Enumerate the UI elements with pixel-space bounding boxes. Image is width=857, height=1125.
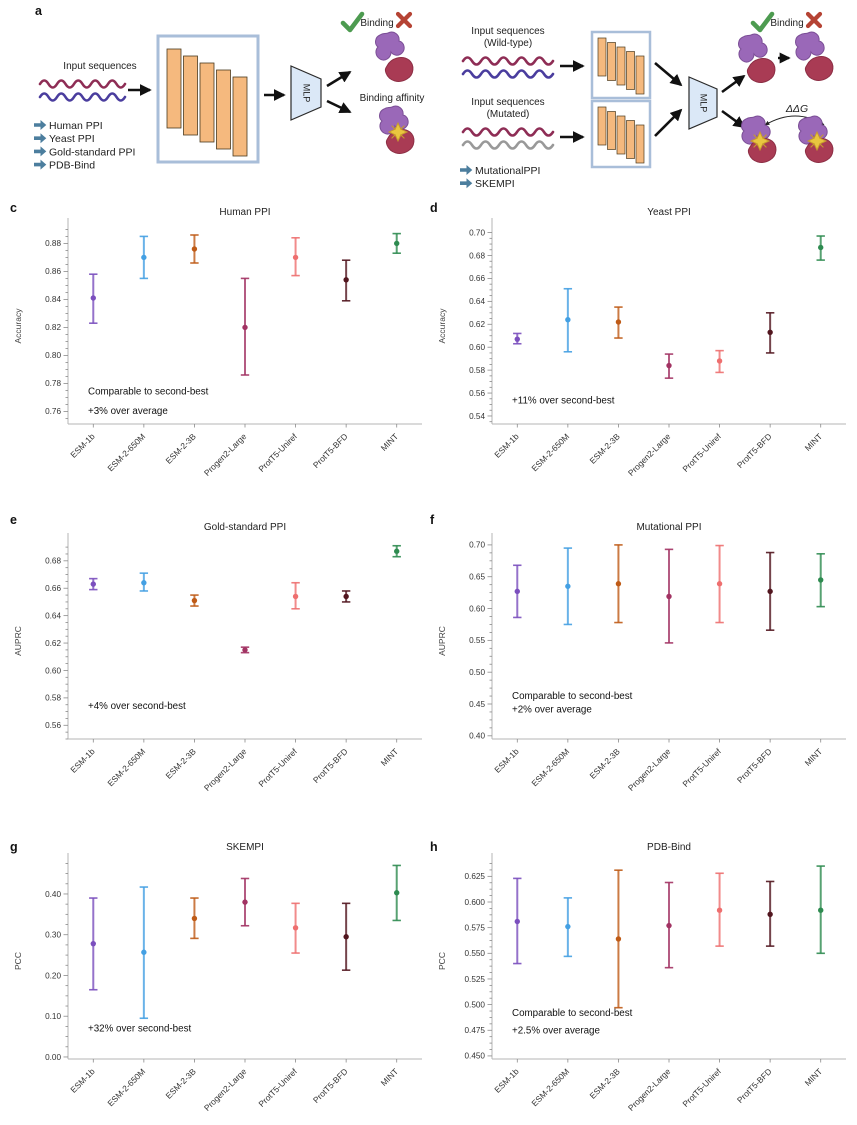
binding-label: Binding xyxy=(360,18,394,29)
data-point xyxy=(565,317,570,322)
chart-title: Mutational PPI xyxy=(636,522,702,533)
x-tick-label: ProtT5-Uniref xyxy=(256,746,299,789)
y-axis-label: Accuracy xyxy=(437,308,447,344)
protein-complex-left xyxy=(742,116,776,162)
errorbar-MINT xyxy=(393,234,401,254)
annotation: +32% over second-best xyxy=(88,1023,192,1035)
data-point xyxy=(818,577,823,582)
y-tick-label: 0.84 xyxy=(45,295,61,305)
y-tick-label: 0.475 xyxy=(464,1026,485,1036)
annotation: Comparable to second-best xyxy=(88,386,209,398)
errorbar-ESM-2-650M xyxy=(140,573,148,591)
x-tick-label: Progen2-Large xyxy=(201,746,249,793)
data-point xyxy=(616,936,621,941)
data-point xyxy=(515,919,520,924)
data-point xyxy=(343,277,348,282)
protein-pair-right xyxy=(796,32,833,80)
y-tick-label: 0.64 xyxy=(45,611,61,621)
list-arrow-icon xyxy=(460,178,472,188)
x-tick-label: ESM-1b xyxy=(492,431,521,460)
input-wildtype-label-line2: (Wild-type) xyxy=(483,38,533,49)
y-tick-label: 0.20 xyxy=(45,971,61,981)
x-tick-label: ProtT5-BFD xyxy=(734,1066,774,1106)
wave-indigo xyxy=(40,94,125,101)
x-tick-label: ESM-2-3B xyxy=(163,746,198,781)
y-tick-label: 0.56 xyxy=(45,721,61,731)
x-tick-label: ProtT5-BFD xyxy=(310,1066,350,1106)
y-tick-label: 0.68 xyxy=(45,556,61,566)
y-tick-label: 0.62 xyxy=(469,320,485,330)
y-tick-label: 0.45 xyxy=(469,699,485,709)
data-point xyxy=(192,598,197,603)
errorbar-ProtT5-BFD xyxy=(342,591,350,602)
errorbar-ProtT5-Uniref xyxy=(715,873,723,946)
errorbar-ESM-2-3B xyxy=(614,870,622,1008)
errorbar-Progen2-Large xyxy=(241,647,249,652)
y-tick-label: 0.78 xyxy=(45,379,61,389)
y-tick-label: 0.30 xyxy=(45,930,61,940)
x-tick-label: MINT xyxy=(378,746,401,768)
data-point xyxy=(91,295,96,300)
encoder-box xyxy=(158,36,258,162)
x-tick-label: Progen2-Large xyxy=(201,431,249,478)
y-tick-label: 0.575 xyxy=(464,923,485,933)
chart-title: Human PPI xyxy=(219,207,271,218)
binding-label: Binding xyxy=(770,18,804,29)
data-point xyxy=(242,899,247,904)
data-point xyxy=(767,912,772,917)
y-tick-label: 0.550 xyxy=(464,949,485,959)
errorbar-Progen2-Large xyxy=(665,882,673,967)
data-point xyxy=(818,908,823,913)
protein-complex xyxy=(380,106,414,153)
list-arrow-icon xyxy=(460,165,472,175)
data-point xyxy=(343,594,348,599)
data-point xyxy=(818,245,823,250)
data-point xyxy=(515,589,520,594)
errorbar-ESM-2-650M xyxy=(140,887,148,1018)
x-tick-label: ProtT5-Uniref xyxy=(256,431,299,474)
data-point xyxy=(666,363,671,368)
errorbar-ESM-1b xyxy=(89,274,97,323)
y-tick-label: 0.55 xyxy=(469,636,485,646)
chart-title: Yeast PPI xyxy=(647,207,691,218)
x-tick-label: Progen2-Large xyxy=(625,746,673,793)
y-axis-label: PCC xyxy=(437,952,447,970)
input-mutated-label-line1: Input sequences xyxy=(471,97,545,108)
list-arrow-icon xyxy=(34,160,46,170)
dataset-item: PDB-Bind xyxy=(49,159,96,172)
errorbar-ProtT5-Uniref xyxy=(291,583,299,609)
y-tick-label: 0.80 xyxy=(45,351,61,361)
y-tick-label: 0.00 xyxy=(45,1052,61,1062)
arrow-encoder1-to-mlp xyxy=(655,63,681,85)
y-tick-label: 0.500 xyxy=(464,1000,485,1010)
y-tick-label: 0.88 xyxy=(45,239,61,249)
x-tick-label: MINT xyxy=(378,431,401,453)
x-tick-label: Progen2-Large xyxy=(625,431,673,478)
data-point xyxy=(293,925,298,930)
y-axis-label: PCC xyxy=(13,952,23,970)
x-tick-label: ProtT5-Uniref xyxy=(680,431,723,474)
x-tick-label: MINT xyxy=(802,746,825,768)
mlp-block xyxy=(291,66,321,120)
x-tick-label: ESM-2-650M xyxy=(529,746,572,789)
y-axis-label: AUPRC xyxy=(13,626,23,656)
wave-indigo xyxy=(463,71,553,78)
chart-skempi xyxy=(8,835,430,1125)
y-tick-label: 0.50 xyxy=(469,667,485,677)
data-point xyxy=(394,241,399,246)
x-tick-label: ProtT5-Uniref xyxy=(680,746,723,789)
mlp-label: MLP xyxy=(301,83,312,103)
mlp-block xyxy=(689,77,717,129)
data-point xyxy=(717,581,722,586)
errorbar-Progen2-Large xyxy=(241,278,249,375)
x-tick-label: MINT xyxy=(802,431,825,453)
data-point xyxy=(767,589,772,594)
x-tick-label: ProtT5-BFD xyxy=(734,431,774,471)
errorbar-MINT xyxy=(817,236,825,260)
errorbar-ESM-2-3B xyxy=(190,595,198,606)
data-point xyxy=(616,319,621,324)
input-sequences-label: Input sequences xyxy=(63,61,137,72)
y-tick-label: 0.82 xyxy=(45,323,61,333)
dataset-item: SKEMPI xyxy=(475,178,515,191)
x-tick-label: ProtT5-Uniref xyxy=(256,1066,299,1109)
errorbar-ESM-1b xyxy=(513,565,521,617)
x-tick-label: ProtT5-BFD xyxy=(310,431,350,471)
y-tick-label: 0.66 xyxy=(469,274,485,284)
data-point xyxy=(91,941,96,946)
y-axis-label: AUPRC xyxy=(437,626,447,656)
data-point xyxy=(666,594,671,599)
panel-d-letter: d xyxy=(430,201,438,215)
arrow-mlp-to-affinity xyxy=(327,101,350,112)
y-tick-label: 0.58 xyxy=(469,365,485,375)
arrow-mlp-to-binding xyxy=(327,72,350,86)
errorbar-Progen2-Large xyxy=(665,549,673,643)
check-icon xyxy=(753,14,772,30)
x-tick-label: ESM-2-3B xyxy=(163,1066,198,1101)
errorbar-MINT xyxy=(817,866,825,953)
y-tick-label: 0.625 xyxy=(464,872,485,882)
x-tick-label: ESM-1b xyxy=(68,431,97,460)
arrow-encoder2-to-mlp xyxy=(655,110,681,136)
y-tick-label: 0.66 xyxy=(45,584,61,594)
x-tick-label: ProtT5-BFD xyxy=(734,746,774,786)
data-point xyxy=(141,580,146,585)
input-wildtype-label-line1: Input sequences xyxy=(471,26,545,37)
data-point xyxy=(343,934,348,939)
dataset-item: Yeast PPI xyxy=(49,133,95,146)
data-point xyxy=(293,594,298,599)
y-tick-label: 0.70 xyxy=(469,228,485,238)
data-point xyxy=(717,358,722,363)
x-tick-label: MINT xyxy=(378,1066,401,1088)
errorbar-ProtT5-Uniref xyxy=(291,238,299,276)
y-tick-label: 0.58 xyxy=(45,693,61,703)
x-tick-label: ESM-1b xyxy=(68,1066,97,1095)
data-point xyxy=(565,584,570,589)
chart-title: PDB-Bind xyxy=(647,842,691,853)
wave-red xyxy=(463,58,553,65)
wave-red xyxy=(40,81,125,88)
protein-complex-right xyxy=(799,116,833,162)
y-tick-label: 0.60 xyxy=(45,666,61,676)
y-tick-label: 0.450 xyxy=(464,1051,485,1061)
errorbar-ProtT5-BFD xyxy=(342,903,350,970)
chart-human-ppi xyxy=(8,200,430,500)
arrow-mlp-to-ddg xyxy=(722,111,744,127)
errorbar-ESM-2-3B xyxy=(614,545,622,623)
errorbar-ESM-1b xyxy=(89,898,97,990)
wave-red xyxy=(463,129,553,136)
input-mutated-label-line2: (Mutated) xyxy=(486,109,530,120)
x-tick-label: ESM-1b xyxy=(492,746,521,775)
cross-icon xyxy=(808,14,820,26)
dataset-list-left xyxy=(34,120,135,172)
x-tick-label: ESM-2-650M xyxy=(529,1066,572,1109)
y-tick-label: 0.40 xyxy=(45,889,61,899)
data-point xyxy=(565,924,570,929)
panel-g-letter: g xyxy=(10,840,18,854)
x-tick-label: MINT xyxy=(802,1066,825,1088)
panel-c-letter: c xyxy=(10,201,17,215)
x-tick-label: ProtT5-BFD xyxy=(310,746,350,786)
dataset-item: Human PPI xyxy=(49,120,103,132)
data-point xyxy=(192,916,197,921)
y-tick-label: 0.65 xyxy=(469,572,485,582)
x-tick-label: ESM-2-650M xyxy=(105,1066,148,1109)
list-arrow-icon xyxy=(34,146,46,156)
chart-mutational-ppi xyxy=(432,515,854,815)
encoder-box-wildtype xyxy=(592,32,650,98)
errorbar-MINT xyxy=(817,554,825,607)
data-point xyxy=(242,325,247,330)
y-tick-label: 0.54 xyxy=(469,411,485,421)
y-tick-label: 0.10 xyxy=(45,1012,61,1022)
data-point xyxy=(767,330,772,335)
data-point xyxy=(394,890,399,895)
y-tick-label: 0.62 xyxy=(45,638,61,648)
data-point xyxy=(394,549,399,554)
x-tick-label: ESM-2-3B xyxy=(163,431,198,466)
annotation: Comparable to second-best xyxy=(512,690,633,702)
cross-icon xyxy=(398,14,410,26)
annotation: +11% over second-best xyxy=(512,395,615,407)
errorbar-ESM-1b xyxy=(89,579,97,590)
annotation: +4% over second-best xyxy=(88,700,186,712)
y-tick-label: 0.64 xyxy=(469,297,485,307)
panel-a-right-schematic xyxy=(460,14,833,190)
binding-affinity-label: Binding affinity xyxy=(359,93,425,104)
data-point xyxy=(91,581,96,586)
dataset-list-right xyxy=(460,165,540,190)
y-tick-label: 0.40 xyxy=(469,731,485,741)
errorbar-ProtT5-BFD xyxy=(766,313,774,353)
list-arrow-icon xyxy=(34,120,46,130)
x-tick-label: Progen2-Large xyxy=(625,1066,673,1113)
y-tick-label: 0.600 xyxy=(464,897,485,907)
chart-gold-standard-ppi xyxy=(8,515,430,815)
encoder-box-mutated xyxy=(592,101,650,167)
y-tick-label: 0.60 xyxy=(469,343,485,353)
panel-h-letter: h xyxy=(430,840,438,854)
data-point xyxy=(192,246,197,251)
y-tick-label: 0.70 xyxy=(469,540,485,550)
annotation: Comparable to second-best xyxy=(512,1007,633,1019)
errorbar-ESM-1b xyxy=(513,878,521,963)
errorbar-ProtT5-BFD xyxy=(766,553,774,631)
errorbar-Progen2-Large xyxy=(241,878,249,925)
x-tick-label: ESM-2-650M xyxy=(105,431,148,474)
x-tick-label: ESM-2-3B xyxy=(587,431,622,466)
y-tick-label: 0.525 xyxy=(464,974,485,984)
y-tick-label: 0.76 xyxy=(45,407,61,417)
data-point xyxy=(515,336,520,341)
protein-pair xyxy=(376,32,413,81)
data-point xyxy=(293,255,298,260)
x-tick-label: ESM-2-3B xyxy=(587,746,622,781)
list-arrow-icon xyxy=(34,133,46,143)
panel-f-letter: f xyxy=(430,513,435,527)
data-point xyxy=(141,255,146,260)
check-icon xyxy=(343,14,362,30)
dataset-item: MutationalPPI xyxy=(475,165,541,177)
errorbar-ESM-1b xyxy=(513,333,521,343)
errorbar-ESM-2-3B xyxy=(614,307,622,338)
errorbar-ESM-2-650M xyxy=(140,236,148,278)
arrow-mlp-to-binding xyxy=(722,76,744,92)
chart-title: Gold-standard PPI xyxy=(203,522,287,533)
annotation: +3% over average xyxy=(88,406,168,418)
x-tick-label: ESM-2-650M xyxy=(105,746,148,789)
data-point xyxy=(717,908,722,913)
chart-title: SKEMPI xyxy=(226,842,264,853)
panel-e-letter: e xyxy=(10,513,17,527)
errorbar-ESM-2-650M xyxy=(564,548,572,624)
errorbar-ProtT5-Uniref xyxy=(715,546,723,623)
annotation: +2.5% over average xyxy=(512,1025,600,1037)
x-tick-label: ProtT5-Uniref xyxy=(680,1066,723,1109)
chart-yeast-ppi xyxy=(432,200,854,500)
panel-a-diagram xyxy=(0,0,857,200)
errorbar-MINT xyxy=(393,865,401,920)
errorbar-ProtT5-BFD xyxy=(766,881,774,946)
x-tick-label: ESM-1b xyxy=(492,1066,521,1095)
ddg-label: ΔΔG xyxy=(785,103,809,115)
errorbar-ESM-2-3B xyxy=(190,898,198,938)
x-tick-label: ESM-2-650M xyxy=(529,431,572,474)
y-tick-label: 0.56 xyxy=(469,388,485,398)
protein-pair-left xyxy=(739,34,775,82)
annotation: +2% over average xyxy=(512,704,592,716)
y-tick-label: 0.60 xyxy=(469,604,485,614)
wave-gray xyxy=(463,142,553,149)
panel-a-letter: a xyxy=(35,4,42,18)
y-axis-label: Accuracy xyxy=(13,308,23,344)
errorbar-MINT xyxy=(393,546,401,557)
errorbar-ESM-2-650M xyxy=(564,898,572,956)
errorbar-ESM-2-650M xyxy=(564,289,572,352)
errorbar-Progen2-Large xyxy=(665,354,673,378)
x-tick-label: ESM-1b xyxy=(68,746,97,775)
chart-pdb-bind xyxy=(432,835,854,1125)
dataset-item: Gold-standard PPI xyxy=(49,146,136,159)
mlp-label: MLP xyxy=(698,93,709,113)
errorbar-ProtT5-BFD xyxy=(342,260,350,301)
data-point xyxy=(242,647,247,652)
y-tick-label: 0.68 xyxy=(469,251,485,261)
data-point xyxy=(616,581,621,586)
data-point xyxy=(141,950,146,955)
errorbar-ProtT5-Uniref xyxy=(291,903,299,953)
errorbar-ESM-2-3B xyxy=(190,235,198,263)
data-point xyxy=(666,923,671,928)
panel-a-left-schematic xyxy=(34,14,424,172)
x-tick-label: ESM-2-3B xyxy=(587,1066,622,1101)
y-tick-label: 0.86 xyxy=(45,267,61,277)
x-tick-label: Progen2-Large xyxy=(201,1066,249,1113)
errorbar-ProtT5-Uniref xyxy=(715,351,723,373)
